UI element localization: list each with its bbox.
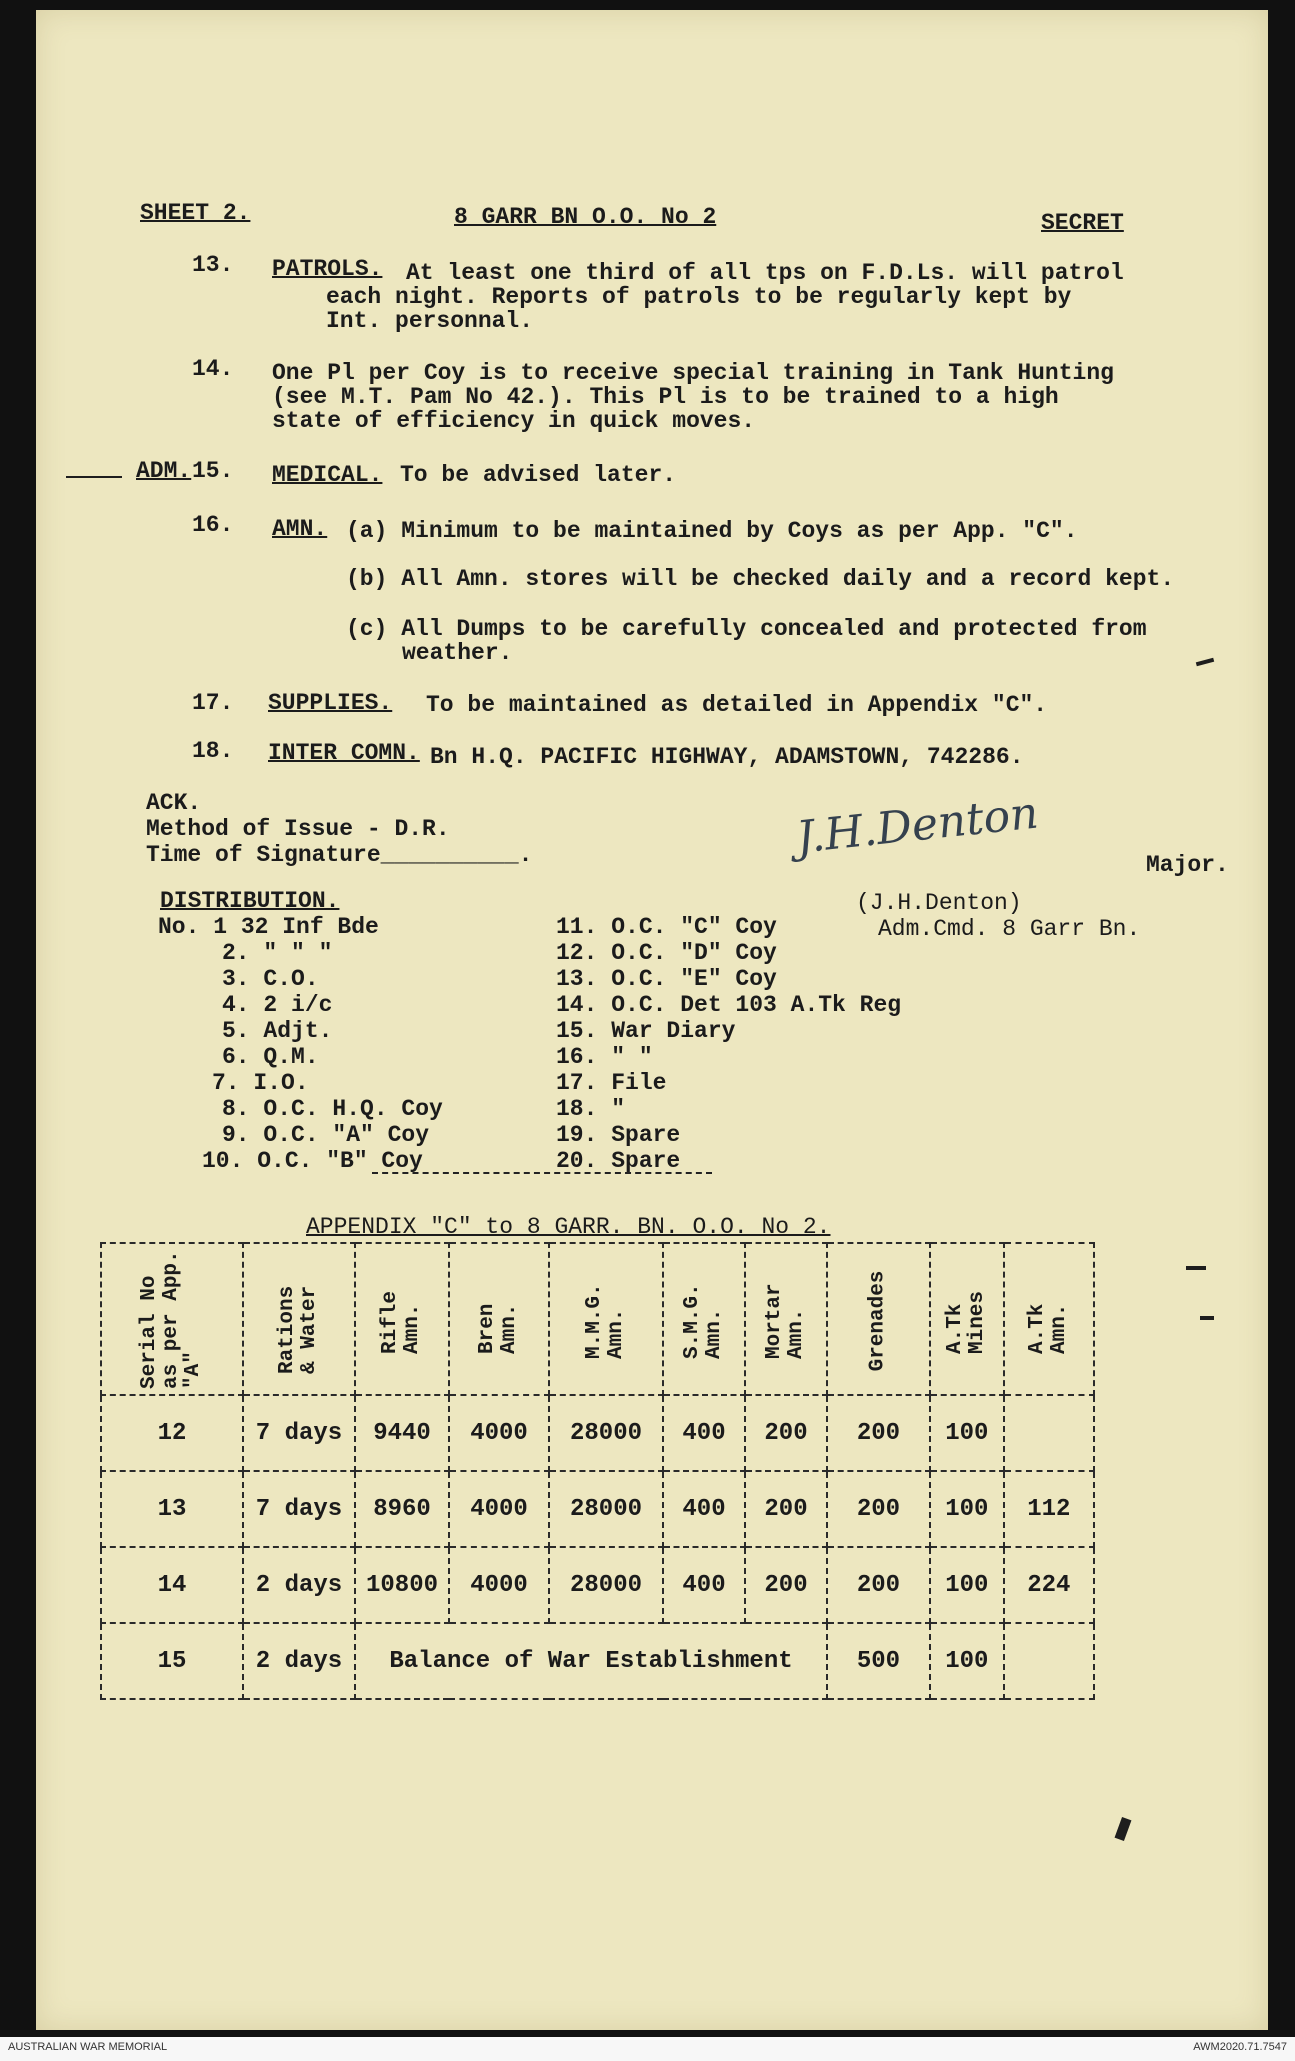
table-cell: 400	[663, 1395, 745, 1471]
distribution-item: 12. O.C. "D" Coy	[556, 940, 777, 966]
signatory-name: (J.H.Denton)	[856, 890, 1022, 916]
table-cell: 224	[1004, 1547, 1094, 1623]
para-15-text: To be advised later.	[400, 462, 677, 488]
table-cell	[1004, 1395, 1094, 1471]
table-row	[101, 1471, 1094, 1547]
table-cell: 7 days	[243, 1471, 355, 1547]
distribution-item: No. 1 32 Inf Bde	[158, 914, 379, 940]
table-cell: 12	[101, 1395, 243, 1471]
distribution-item: 3. C.O.	[222, 966, 319, 992]
table-cell: 4000	[449, 1471, 549, 1547]
distribution-item: 19. Spare	[556, 1122, 681, 1148]
para-14-line-3: state of efficiency in quick moves.	[272, 408, 756, 434]
table-cell: 28000	[549, 1395, 663, 1471]
table-cell: 100	[930, 1547, 1004, 1623]
appendix-table	[100, 1242, 1095, 1700]
column-header: Mortar Amn.	[745, 1243, 827, 1395]
table-cell: 100	[930, 1471, 1004, 1547]
table-cell: 2 days	[243, 1623, 355, 1699]
column-header: M.M.G. Amn.	[549, 1243, 663, 1395]
distribution-title: DISTRIBUTION.	[160, 888, 340, 914]
table-cell: 200	[827, 1395, 930, 1471]
table-cell: 28000	[549, 1471, 663, 1547]
sheet-number: SHEET 2.	[140, 200, 251, 226]
distribution-item: 6. Q.M.	[222, 1044, 319, 1070]
ink-mark	[1115, 1817, 1132, 1841]
para-15-heading: MEDICAL.	[272, 462, 383, 488]
distribution-item: 17. File	[556, 1070, 667, 1096]
para-16-heading: AMN.	[272, 516, 328, 542]
table-cell: 200	[745, 1471, 827, 1547]
column-header: Rations & Water	[243, 1243, 355, 1395]
para-16-item-b: (b) All Amn. stores will be checked daily and a record kept.	[346, 566, 1175, 592]
para-13-number: 13.	[192, 252, 234, 278]
classification-label: SECRET	[1041, 210, 1124, 236]
table-cell	[1004, 1623, 1094, 1699]
distribution-item: 7. I.O.	[212, 1070, 309, 1096]
table-cell: 9440	[355, 1395, 449, 1471]
table-cell: 13	[101, 1471, 243, 1547]
table-cell: 28000	[549, 1547, 663, 1623]
column-header: Bren Amn.	[449, 1243, 549, 1395]
para-14-line-2: (see M.T. Pam No 42.). This Pl is to be trained to a high	[272, 384, 1059, 410]
ink-mark	[1186, 1266, 1206, 1270]
para-18-text: Bn H.Q. PACIFIC HIGHWAY, ADAMSTOWN, 742286.	[430, 744, 1024, 770]
para-13-line-2: each night. Reports of patrols to be regularly kept by	[326, 284, 1072, 310]
footer-right-text: AWM2020.71.7547	[1193, 2041, 1287, 2053]
table-cell: 100	[930, 1623, 1004, 1699]
table-cell: 112	[1004, 1471, 1094, 1547]
table-cell: 500	[827, 1623, 930, 1699]
handwritten-signature: J.H.Denton	[793, 787, 1041, 864]
para-13-line-3: Int. personnal.	[326, 308, 534, 334]
table-cell: 200	[745, 1395, 827, 1471]
document-sheet	[36, 10, 1268, 2030]
time-of-signature: Time of Signature__________.	[146, 842, 533, 868]
order-title: 8 GARR BN O.O. No 2	[454, 204, 717, 230]
distribution-item: 18. "	[556, 1096, 626, 1122]
distribution-item: 9. O.C. "A" Coy	[222, 1122, 430, 1148]
distribution-item: 20. Spare	[556, 1148, 681, 1174]
method-of-issue: Method of Issue - D.R.	[146, 816, 450, 842]
para-17-number: 17.	[192, 690, 234, 716]
para-16-item-a: (a) Minimum to be maintained by Coys as per App. "C".	[346, 518, 1078, 544]
table-cell: 7 days	[243, 1395, 355, 1471]
para-16-number: 16.	[192, 512, 234, 538]
table-cell: 4000	[449, 1547, 549, 1623]
table-cell-balance: Balance of War Establishment	[355, 1623, 827, 1699]
appendix-title: APPENDIX "C" to 8 GARR. BN. O.O. No 2.	[306, 1214, 831, 1240]
distribution-item: 10. O.C. "B" Coy	[202, 1148, 423, 1174]
table-cell: 15	[101, 1623, 243, 1699]
footer-left-text: AUSTRALIAN WAR MEMORIAL	[8, 2041, 168, 2053]
table-cell: 200	[827, 1547, 930, 1623]
table-cell: 4000	[449, 1395, 549, 1471]
table-cell: 200	[827, 1471, 930, 1547]
distribution-item: 16. " "	[556, 1044, 653, 1070]
para-15-number: 15.	[192, 458, 234, 484]
table-row	[101, 1623, 1094, 1699]
table-cell: 400	[663, 1471, 745, 1547]
table-cell: 8960	[355, 1471, 449, 1547]
table-header-row	[101, 1243, 1094, 1395]
margin-dash	[66, 476, 122, 478]
table-cell: 100	[930, 1395, 1004, 1471]
column-header: A.Tk Mines	[930, 1243, 1004, 1395]
distribution-item: 8. O.C. H.Q. Coy	[222, 1096, 443, 1122]
column-header: A.Tk Amn.	[1004, 1243, 1094, 1395]
para-17-text: To be maintained as detailed in Appendix "C".	[426, 692, 1048, 718]
ink-mark	[1200, 1316, 1214, 1320]
column-header: Rifle Amn.	[355, 1243, 449, 1395]
table-cell: 14	[101, 1547, 243, 1623]
distribution-item: 11. O.C. "C" Coy	[556, 914, 777, 940]
para-16-item-c-line-1: (c) All Dumps to be carefully concealed and protected from	[346, 616, 1147, 642]
para-17-heading: SUPPLIES.	[268, 690, 393, 716]
archive-footer	[0, 2037, 1295, 2061]
distribution-item: 4. 2 i/c	[222, 992, 333, 1018]
table-cell: 400	[663, 1547, 745, 1623]
para-18-number: 18.	[192, 738, 234, 764]
column-header: S.M.G. Amn.	[663, 1243, 745, 1395]
table-cell: 10800	[355, 1547, 449, 1623]
ink-mark	[1196, 658, 1214, 667]
signatory-appointment: Adm.Cmd. 8 Garr Bn.	[878, 916, 1141, 942]
para-15-margin-note: ADM.	[136, 458, 192, 484]
ack-label: ACK.	[146, 790, 202, 816]
para-13-line-1: At least one third of all tps on F.D.Ls. will patrol	[406, 260, 1124, 286]
para-16-item-c-line-2: weather.	[402, 640, 513, 666]
table-row	[101, 1547, 1094, 1623]
para-13-heading: PATROLS.	[272, 256, 383, 282]
distribution-divider	[372, 1172, 712, 1174]
distribution-item: 14. O.C. Det 103 A.Tk Reg	[556, 992, 902, 1018]
para-18-heading: INTER COMN.	[268, 740, 420, 766]
para-14-line-1: One Pl per Coy is to receive special training in Tank Hunting	[272, 360, 1114, 386]
distribution-item: 5. Adjt.	[222, 1018, 333, 1044]
table-row	[101, 1395, 1094, 1471]
column-header: Grenades	[827, 1243, 930, 1395]
para-14-number: 14.	[192, 356, 234, 382]
distribution-item: 2. " " "	[222, 940, 333, 966]
signatory-rank: Major.	[1146, 852, 1229, 878]
table-cell: 200	[745, 1547, 827, 1623]
table-cell: 2 days	[243, 1547, 355, 1623]
column-header: Serial No as per App. "A"	[101, 1243, 243, 1395]
distribution-item: 13. O.C. "E" Coy	[556, 966, 777, 992]
distribution-item: 15. War Diary	[556, 1018, 736, 1044]
